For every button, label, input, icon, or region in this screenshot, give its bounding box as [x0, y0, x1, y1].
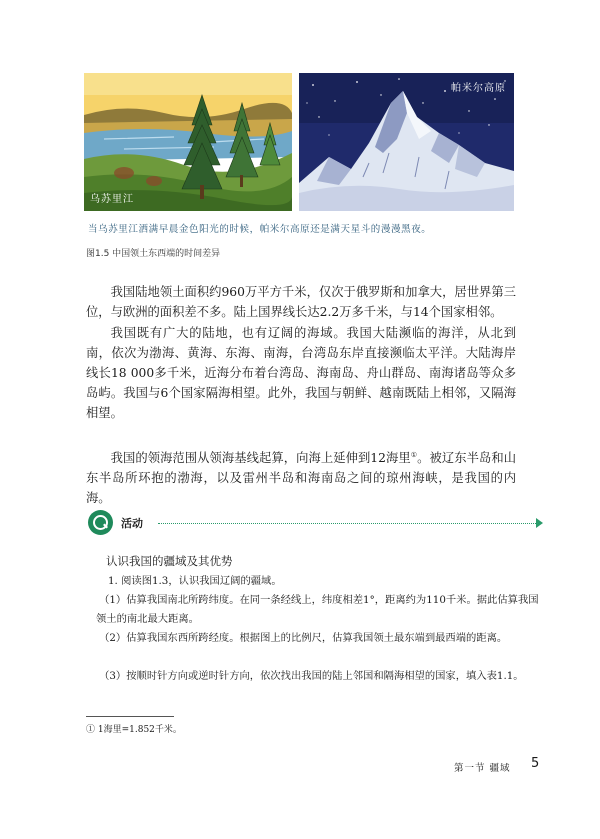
left-image-label: 乌苏里江	[90, 194, 134, 205]
activity-subitem-1: （1）估算我国南北所跨纬度。在同一条经线上，纬度相差1°，距离约为110千米。据此估算我国领土的南北最大距离。	[96, 594, 539, 625]
footnote: ① 1海里=1.852千米。	[86, 725, 182, 735]
right-image-label: 帕米尔高原	[451, 83, 506, 94]
activity-icon	[88, 510, 113, 535]
activity-divider	[158, 523, 538, 524]
figure-title: 图1.5 中国领土东西端的时间差异	[86, 249, 221, 259]
figure-caption: 当乌苏里江洒满早晨金色阳光的时候，帕米尔高原还是满天星斗的漫漫黑夜。	[88, 224, 432, 235]
paragraph-territorial-sea: 我国的领海范围从领海基线起算，向海上延伸到12海里①。被辽东半岛和山东半岛所环抱的渤海，以及雷州半岛和海南岛之间的琼州海峡，是我国的内海。	[86, 451, 516, 506]
section-running-head: 第一节 疆域	[454, 763, 511, 774]
activity-item-1: 1. 阅读图1.3，认识我国辽阔的疆域。	[108, 575, 282, 587]
activity-subitem-3: （3）按顺时针方向或逆时针方向，依次找出我国的陆上邻国和隔海相望的国家，填入表1.1。	[99, 670, 524, 682]
activity-subitem-2: （2）估算我国东西所跨经度。根据图上的比例尺，估算我国领土最东端到最西端的距离。	[99, 632, 508, 644]
pamir-plateau-illustration	[299, 73, 514, 211]
arrow-right-icon	[536, 518, 543, 528]
paragraph-sea-area: 我国既有广大的陆地，也有辽阔的海域。我国大陆濒临的海洋，从北到南，依次为渤海、黄海、东海、南海，台湾岛东岸直接濒临太平洋。大陆海岸线长18 000多千米，近海分布着台湾岛、海南岛、舟山群岛、南海诸岛等众多岛屿。我国与6个国家隔海相望。此外，我国与朝鲜、越南既陆上相邻，又隔海相望。	[86, 326, 516, 420]
activity-title: 认识我国的疆域及其优势	[106, 554, 233, 568]
footnote-ref: ①	[410, 451, 418, 459]
ussuri-river-illustration	[84, 73, 292, 211]
page-number: 5	[531, 756, 540, 771]
footnote-rule	[86, 716, 174, 717]
activity-label: 活动	[121, 517, 143, 530]
paragraph-land-area: 我国陆地领土面积约960万平方千米，仅次于俄罗斯和加拿大，居世界第三位，与欧洲的面积差不多。陆上国界线长达2.2万多千米，与14个国家相邻。	[86, 285, 516, 319]
